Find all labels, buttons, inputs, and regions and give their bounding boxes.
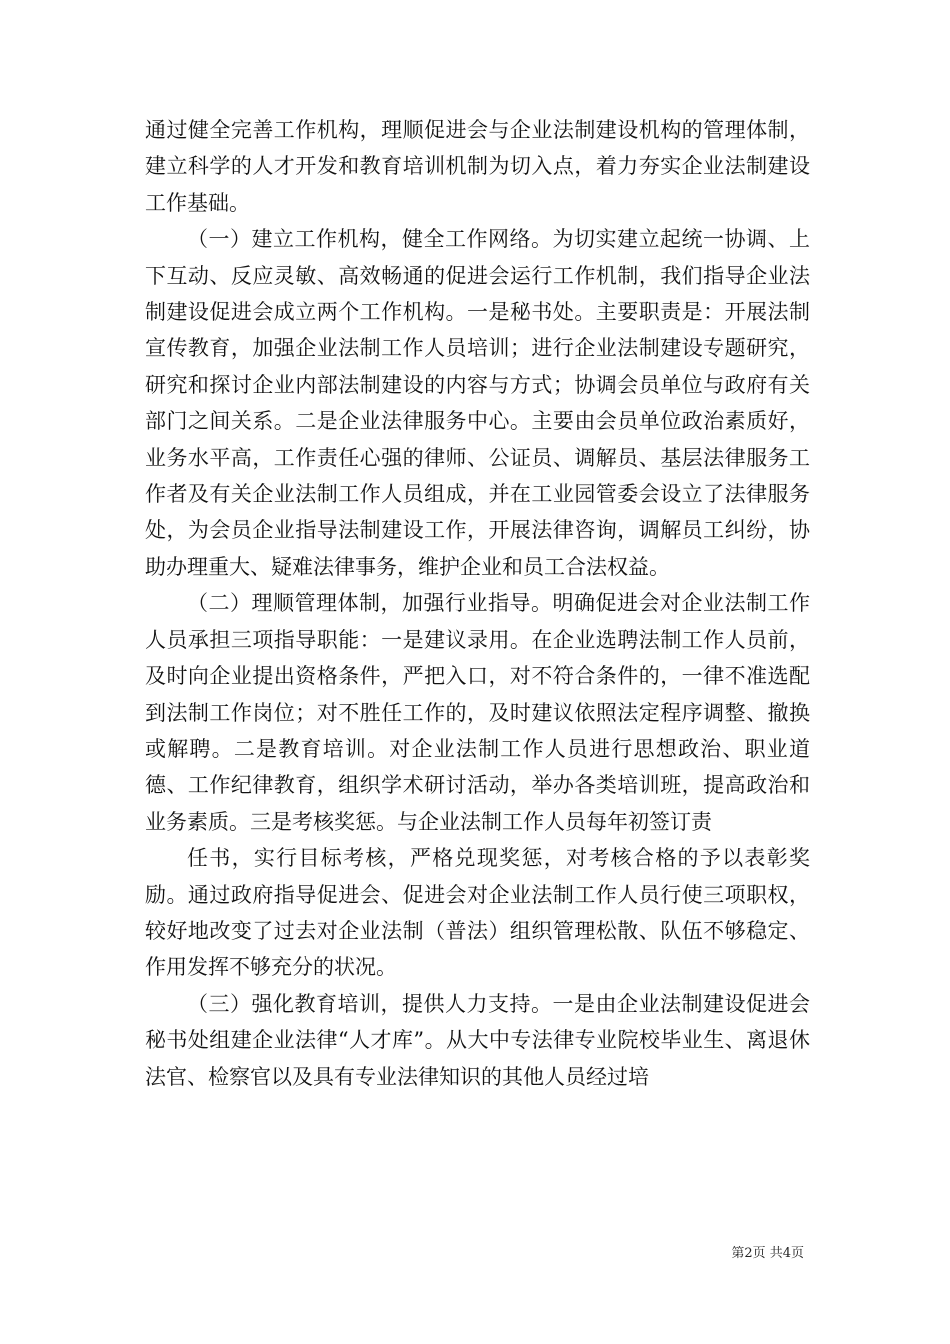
document-body <box>145 112 810 1095</box>
paragraph-section-3: （三）强化教育培训，提供人力支持。一是由企业法制建设促进会秘书处组建企业法律“人才库”。从大中专法律专业院校毕业生、离退休法官、检察官以及具有专业法律知识的其他人员经过培 <box>145 991 810 1089</box>
paragraph-intro: 通过健全完善工作机构，理顺促进会与企业法制建设机构的管理体制，建立科学的人才开发和教育培训机制为切入点，着力夯实企业法制建设工作基础。 <box>145 118 810 215</box>
paragraph-section-2-continued: 任书，实行目标考核，严格兑现奖惩，对考核合格的予以表彰奖励。通过政府指导促进会、促进会对企业法制工作人员行使三项职权，较好地改变了过去对企业法制（普法）组织管理松散、队伍不够稳定、作用发挥不够充分的状况。 <box>145 846 810 980</box>
page-number-footer: 第2页 共4页 <box>731 1246 804 1261</box>
paragraph-section-2: （二）理顺管理体制，加强行业指导。明确促进会对企业法制工作人员承担三项指导职能：一是建议录用。在企业选聘法制工作人员前，及时向企业提出资格条件，严把入口，对不符合条件的，一律不准选配到法制工作岗位；对不胜任工作的，及时建议依照法定程序调整、撤换或解聘。二是教育培训。对企业法制工作人员进行思想政治、职业道德、工作纪律教育，组织学术研讨活动，举办各类培训班，提高政治和业务素质。三是考核奖惩。与企业法制工作人员每年初签订责 <box>145 591 810 834</box>
paragraph-section-1: （一）建立工作机构，健全工作网络。为切实建立起统一协调、上下互动、反应灵敏、高效畅通的促进会运行工作机制，我们指导企业法制建设促进会成立两个工作机构。一是秘书处。主要职责是：开展法制宣传教育，加强企业法制工作人员培训；进行企业法制建设专题研究，研究和探讨企业内部法制建设的内容与方式；协调会员单位与政府有关部门之间关系。二是企业法律服务中心。主要由会员单位政治素质好，业务水平高，工作责任心强的律师、公证员、调解员、基层法律服务工作者及有关企业法制工作人员组成，并在工业园管委会设立了法律服务处，为会员企业指导法制建设工作，开展法律咨询，调解员工纠纷，协助办理重大、疑难法律事务，维护企业和员工合法权益。 <box>145 227 810 579</box>
